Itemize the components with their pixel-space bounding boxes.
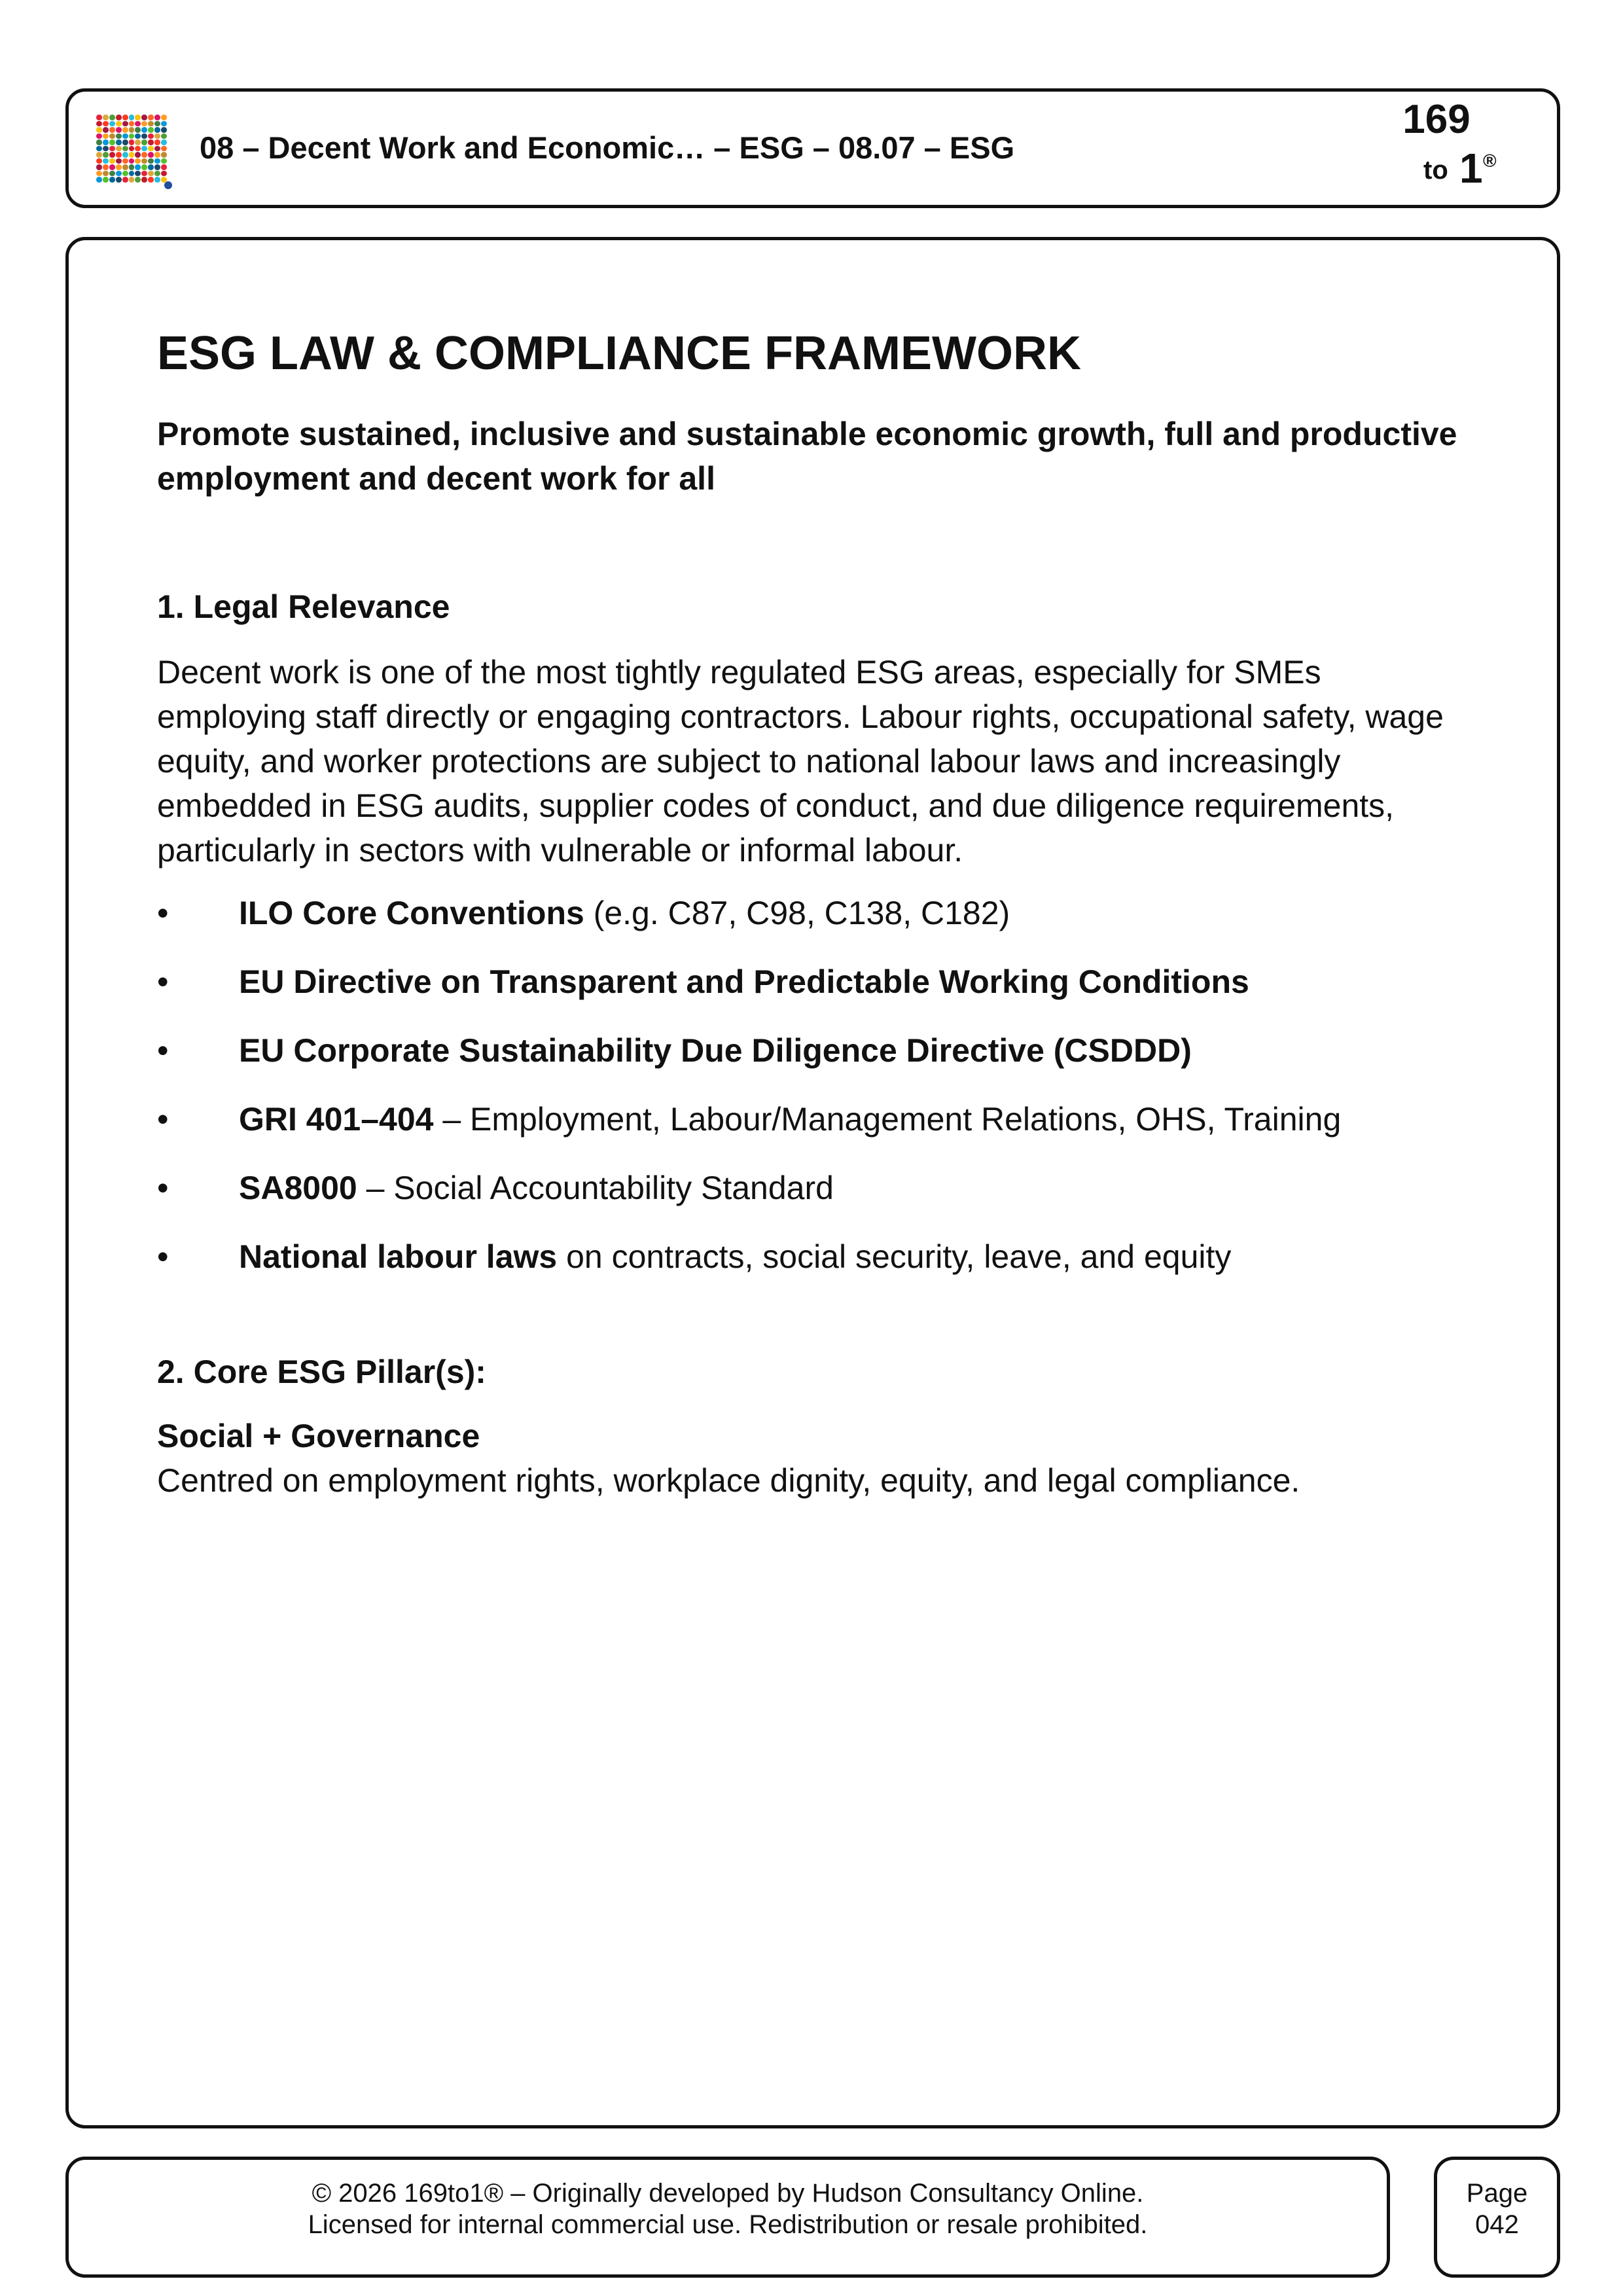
logo-cell	[116, 115, 122, 120]
logo-cell	[141, 177, 147, 183]
breadcrumb: 08 – Decent Work and Economic… – ESG – 08.07 – ESG	[200, 130, 1015, 165]
page-subtitle: Promote sustained, inclusive and sustainable economic growth, full and productive employment and decent work for all	[157, 416, 1457, 497]
logo-cell	[148, 115, 154, 120]
logo-cell	[154, 127, 160, 133]
bullet-icon: •	[157, 1032, 169, 1069]
logo-cell	[161, 115, 167, 120]
legal-relevance-paragraph: Decent work is one of the most tightly regulated ESG areas, especially for SMEs employing staff directly or engaging contractors. Labour rights, occupational safety, wage equity, and worker protections are subject to national labour laws and increasingly embedded in ESG audits, supplier codes of conduct, and due diligence requirements, particularly in sectors with vulnerable or informal labour.	[157, 654, 1444, 869]
logo-cell	[109, 152, 115, 158]
logo-cell	[122, 139, 128, 145]
bullet-icon: •	[157, 1101, 169, 1138]
logo-cell	[148, 127, 154, 133]
logo-cell	[116, 158, 122, 164]
logo-cell	[129, 115, 135, 120]
logo-cell	[161, 139, 167, 145]
logo-cell	[109, 158, 115, 164]
logo-cell	[154, 134, 160, 139]
bullet-icon: •	[157, 1170, 169, 1206]
section-legal-relevance-title: 1. Legal Relevance	[157, 588, 450, 625]
logo-cell	[129, 158, 135, 164]
list-item	[157, 960, 1479, 1004]
logo-cell	[141, 158, 147, 164]
content	[157, 324, 1479, 1503]
logo-cell	[103, 171, 109, 177]
logo-cell	[141, 115, 147, 120]
logo-cell	[116, 127, 122, 133]
logo-cell	[122, 164, 128, 170]
logo-cell	[154, 146, 160, 152]
logo-cell	[96, 121, 102, 127]
logo-cell	[96, 146, 102, 152]
pillar-name: Social + Governance	[157, 1418, 480, 1454]
brand-to: to	[1423, 156, 1448, 185]
logo-cell	[148, 171, 154, 177]
logo-cell	[116, 139, 122, 145]
list-item-text: (e.g. C87, C98, C138, C182)	[584, 895, 1010, 931]
list-item-bold: EU Corporate Sustainability Due Diligence Directive (CSDDD)	[239, 1032, 1192, 1069]
logo-cell	[154, 115, 160, 120]
logo-cell	[135, 164, 141, 170]
logo-cell	[122, 115, 128, 120]
logo-cell	[109, 115, 115, 120]
logo-cell	[103, 164, 109, 170]
logo-cell	[135, 121, 141, 127]
logo-cell	[116, 121, 122, 127]
logo-cell	[129, 121, 135, 127]
logo-cell	[109, 121, 115, 127]
logo-cell	[135, 171, 141, 177]
logo-cell	[103, 146, 109, 152]
logo-cell	[103, 121, 109, 127]
page-label: Page	[1466, 2179, 1528, 2208]
brand-one: 1	[1459, 145, 1483, 192]
logo-cell	[109, 139, 115, 145]
copyright-line: © 2026 169to1® – Originally developed by Hudson Consultancy Online.	[312, 2179, 1144, 2208]
logo-cell	[103, 177, 109, 183]
logo-cell	[122, 127, 128, 133]
logo-cell	[141, 171, 147, 177]
logo-cell	[148, 121, 154, 127]
logo-cell	[96, 164, 102, 170]
logo-cell	[122, 146, 128, 152]
logo-cell	[141, 152, 147, 158]
list-item-bold: ILO Core Conventions	[239, 895, 584, 931]
bullet-icon: •	[157, 1238, 169, 1275]
list-item-bold: GRI 401–404	[239, 1101, 434, 1138]
logo-cell	[135, 127, 141, 133]
logo-cell	[103, 158, 109, 164]
logo-cell	[154, 121, 160, 127]
logo-cell	[109, 146, 115, 152]
logo-cell	[116, 134, 122, 139]
list-item	[157, 1166, 1479, 1210]
logo-cell	[135, 139, 141, 145]
logo-cell	[109, 127, 115, 133]
sdg-logo-icon	[96, 115, 167, 183]
page-indicator	[1434, 2178, 1560, 2240]
logo-cell	[129, 127, 135, 133]
logo-cell	[103, 134, 109, 139]
logo-cell	[161, 127, 167, 133]
list-item	[157, 1234, 1479, 1279]
logo-cell	[122, 158, 128, 164]
logo-cell	[129, 146, 135, 152]
logo-cell	[154, 164, 160, 170]
section-core-pillar-title: 2. Core ESG Pillar(s):	[157, 1354, 486, 1390]
logo-cell	[116, 171, 122, 177]
logo-cell	[141, 121, 147, 127]
logo-cell	[161, 121, 167, 127]
list-item	[157, 891, 1479, 935]
logo-cell	[122, 177, 128, 183]
page-title: ESG LAW & COMPLIANCE FRAMEWORK	[157, 327, 1081, 380]
license-line: Licensed for internal commercial use. Redistribution or resale prohibited.	[308, 2210, 1148, 2239]
logo-cell	[148, 164, 154, 170]
list-item-bold: National labour laws	[239, 1238, 558, 1275]
logo-cell	[103, 127, 109, 133]
logo-cell	[141, 134, 147, 139]
logo-cell	[148, 139, 154, 145]
logo-cell	[135, 177, 141, 183]
logo-cell	[122, 171, 128, 177]
logo-cell	[135, 158, 141, 164]
logo-cell	[116, 152, 122, 158]
logo-cell	[96, 139, 102, 145]
logo-cell	[148, 146, 154, 152]
logo-cell	[135, 115, 141, 120]
logo-dot	[164, 181, 172, 189]
logo-cell	[154, 139, 160, 145]
logo-cell	[129, 139, 135, 145]
list-item-bold: SA8000	[239, 1170, 357, 1206]
logo-cell	[141, 164, 147, 170]
logo-cell	[103, 152, 109, 158]
list-item-bold: EU Directive on Transparent and Predictable Working Conditions	[239, 963, 1249, 1000]
logo-cell	[109, 177, 115, 183]
framework-list	[157, 891, 1479, 1279]
logo-cell	[154, 152, 160, 158]
logo-cell	[109, 134, 115, 139]
logo-cell	[109, 164, 115, 170]
logo-cell	[154, 158, 160, 164]
list-item-text: – Social Accountability Standard	[357, 1170, 834, 1206]
list-item	[157, 1028, 1479, 1073]
logo-cell	[116, 164, 122, 170]
logo-cell	[154, 177, 160, 183]
logo-cell	[148, 177, 154, 183]
logo-cell	[148, 158, 154, 164]
logo-cell	[96, 127, 102, 133]
logo-cell	[129, 152, 135, 158]
logo-cell	[96, 115, 102, 120]
logo-cell	[96, 171, 102, 177]
logo-cell	[96, 152, 102, 158]
logo-cell	[116, 146, 122, 152]
logo-cell	[141, 146, 147, 152]
logo-cell	[161, 171, 167, 177]
logo-cell	[103, 115, 109, 120]
logo-cell	[141, 139, 147, 145]
bullet-icon: •	[157, 963, 169, 1000]
logo-cell	[154, 171, 160, 177]
logo-cell	[96, 158, 102, 164]
logo-cell	[135, 134, 141, 139]
list-item-text: on contracts, social security, leave, and equity	[557, 1238, 1232, 1275]
logo-cell	[122, 152, 128, 158]
logo-cell	[129, 164, 135, 170]
logo-cell	[116, 177, 122, 183]
logo-cell	[129, 171, 135, 177]
logo-cell	[122, 121, 128, 127]
logo-cell	[141, 127, 147, 133]
pillar-description: Centred on employment rights, workplace dignity, equity, and legal compliance.	[157, 1462, 1300, 1499]
brand-registered-mark: ®	[1483, 151, 1497, 171]
logo-cell	[103, 139, 109, 145]
logo-cell	[161, 146, 167, 152]
list-item	[157, 1097, 1479, 1141]
logo-cell	[129, 177, 135, 183]
list-item-text: – Employment, Labour/Management Relations, OHS, Training	[433, 1101, 1342, 1138]
logo-cell	[161, 134, 167, 139]
logo-cell	[129, 134, 135, 139]
logo-cell	[161, 152, 167, 158]
footer-notice	[65, 2178, 1390, 2240]
logo-cell	[109, 171, 115, 177]
brand-number: 169	[1402, 97, 1471, 142]
page-number: 042	[1475, 2210, 1519, 2239]
logo-cell	[161, 158, 167, 164]
logo-cell	[161, 164, 167, 170]
logo-cell	[148, 152, 154, 158]
logo-cell	[148, 134, 154, 139]
logo-cell	[96, 134, 102, 139]
logo-cell	[135, 152, 141, 158]
bullet-icon: •	[157, 895, 169, 931]
logo-cell	[122, 134, 128, 139]
logo-cell	[135, 146, 141, 152]
logo-cell	[96, 177, 102, 183]
